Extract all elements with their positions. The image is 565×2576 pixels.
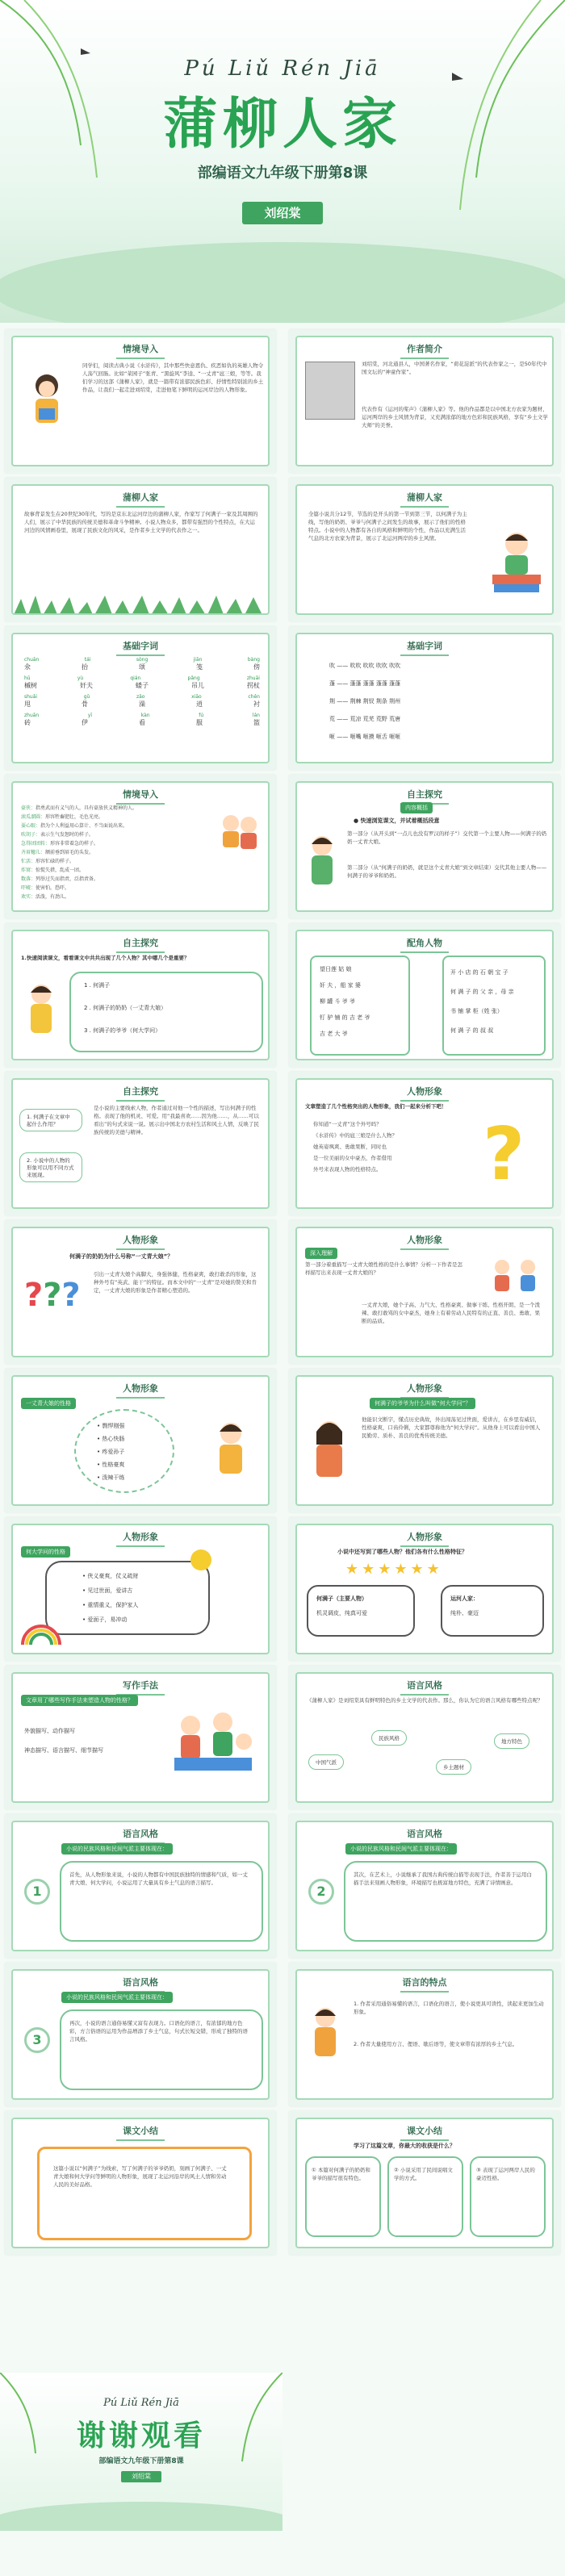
term: 吹胡子： xyxy=(21,832,41,838)
question-marks-icon: ??? xyxy=(24,1277,81,1314)
slide-style-2 xyxy=(5,1814,276,1958)
definition: 列举过失而指责，泛指责备。 xyxy=(36,876,99,882)
pinyin: zhuāi xyxy=(246,675,260,681)
question: 1.快速阅读课文，看看课文中共共出现了几个人物？其中哪几个是重要？ xyxy=(21,955,190,961)
hero-title: 蒲柳人家 xyxy=(162,93,402,157)
line: 外号来表现人物的性格特点。 xyxy=(313,1166,382,1173)
girl-icon xyxy=(302,831,342,896)
pinyin: kàn xyxy=(140,713,150,718)
slide-writing xyxy=(5,1666,276,1809)
pinyin: zǎo xyxy=(136,694,145,700)
trait-bar: 何大学问的性格 xyxy=(21,1546,70,1558)
slide-words xyxy=(5,775,276,918)
slide-author xyxy=(289,329,560,473)
pinyin: sòng xyxy=(136,657,149,663)
question: 第一部分着重描写一丈青大娘性格的是什么事情？分析一下作者是怎样描写出来表现一丈青大娘的？ xyxy=(305,1261,462,1276)
bubble: 1. 何满子在文章中起什么作用？ xyxy=(19,1109,82,1131)
slide-title: 作者简介 xyxy=(297,342,552,359)
term: 滚瓜溜圆： xyxy=(21,814,46,820)
vocab-line: 吹 —— 吹吹 吹吹 吹吹 吹吹 xyxy=(329,663,401,669)
character: 开 小 店 的 石 朝 宝 子 xyxy=(450,969,508,976)
slide-title: 情境导入 xyxy=(13,342,268,359)
rainbow-icon xyxy=(21,1624,61,1645)
slide-character-2 xyxy=(5,1220,276,1364)
term: 吓唬： xyxy=(21,885,36,891)
trait: • 热心快肠 xyxy=(97,1436,125,1442)
slide-explore-2 xyxy=(5,1072,276,1215)
explore-text: 是小说的主要线索人物，作者通过对他一个性的描述，写出何满子的性格。表现了他的机灵、可爱。用“我最喜欢……因为他……，从……可以看出”的句式来说一说。展示出中国北方农村生活和风土人情，反映了民族传统的美德与精神。 xyxy=(94,1105,259,1135)
section-bar: 小说的民族风格和民间气派主要体现在： xyxy=(61,1992,173,2003)
section-bar: 小说的民族风格和民间气派主要体现在： xyxy=(61,1843,173,1855)
content-bar: 内容概括 xyxy=(400,802,433,813)
girl-icon xyxy=(207,1417,255,1482)
character-name: 运河人家： xyxy=(450,1595,479,1602)
slide-summary-content xyxy=(289,775,560,918)
feature: 1. 作者采用通俗易懂的语言，口语化的语言，使小说更具可读性，读起来更加生动形象。 xyxy=(354,2001,544,2015)
trait-bar: 一丈青大娘的性格 xyxy=(21,1398,76,1409)
slide-title: 人物形象 xyxy=(297,1530,552,1547)
word: 看 xyxy=(139,719,145,726)
word: 篮 xyxy=(253,719,260,726)
pinyin: hū xyxy=(24,675,31,681)
word: 甩 xyxy=(24,700,31,708)
slide-character-5 xyxy=(289,1369,560,1512)
ending-title: 谢谢观看 xyxy=(76,2419,206,2453)
feature: 2. 作者大量使用方言、俚语、歇后语等，使文章带有浓厚的乡土气息。 xyxy=(354,2041,518,2047)
term: 齐眉穗儿： xyxy=(21,850,46,855)
answer: ① 本篇对何满子的奶奶和爷爷的描写很有特色。 xyxy=(312,2167,370,2181)
kids-playing-icon xyxy=(488,1256,544,1296)
author-bio: 刘绍棠，河北通县人，中国著名作家，“荷花淀派”的代表作家之一，是50年代中国文坛的“神童作家”。 xyxy=(362,361,547,375)
style-bubble: 乡土题材 xyxy=(436,1759,471,1775)
trait: • 侠义豪爽，仗义疏财 xyxy=(82,1573,139,1579)
trait: • 见过世面，爱讲古 xyxy=(82,1587,133,1594)
line: 她英姿飒爽、勇敢果断，同时也 xyxy=(313,1144,387,1150)
pinyin: chěn xyxy=(248,694,260,700)
word: 颂 xyxy=(139,663,145,671)
trait: • 爱面子，易冲动 xyxy=(82,1616,128,1623)
slide-title: 人物形象 xyxy=(13,1382,268,1399)
slide-title: 语言的特点 xyxy=(297,1976,552,1993)
slide-story-1 xyxy=(5,478,276,621)
pinyin: yī xyxy=(87,713,93,718)
word: 澡 xyxy=(139,700,145,708)
style-text: 其次，在艺术上，小说继承了我国古典传统白描等表现手法，作者善于运用白描手法来刻画人物形象，环境描写也极富地方特色，充满了诗情画意。 xyxy=(354,1871,532,1886)
character-name: 何满子（主要人物） xyxy=(316,1595,367,1602)
summary-text: 这篇小说以“何满子”为线索，写了何满子的爷爷奶奶，刻画了何满子、一丈青大娘和何大学问等鲜明的人物形象，展现了北运河沿岸的风土人情和劳动人民的美好品格。 xyxy=(53,2165,227,2188)
character: 柳 罐 斗 爷 爷 xyxy=(320,998,355,1005)
question: 文章塑造了几个性格突出的人物形象，我们一起来分析下吧！ xyxy=(305,1103,447,1110)
character: 何 满 子 的 叔 叔 xyxy=(450,1027,494,1034)
term: 数落： xyxy=(21,876,36,882)
word: 衬 xyxy=(253,700,260,708)
style-text: 首先，从人物形象来说，小说的人物都有中国民族独特的情感和气质，如一丈青大娘、何大学问，小说运用了大量具有乡土气息的语言描写。 xyxy=(69,1871,248,1886)
slide-title: 人物形象 xyxy=(13,1530,268,1547)
slide-title: 蒲柳人家 xyxy=(297,491,552,508)
definition: 形容忙碌的样子。 xyxy=(36,859,75,864)
pinyin: shuǎi xyxy=(24,694,38,700)
slide-title: 配角人物 xyxy=(297,936,552,953)
question-bar: 何满子的爷爷为什么叫做“何大学问”？ xyxy=(370,1398,475,1409)
term: 欢实： xyxy=(21,894,36,900)
intro-text: 同学们，阅读古典小说《水浒传》，其中那些快意恩仇、疾恶如仇的英雄人物令人荡气回肠。比如“菜园子”张青、“黑旋风”李逵、“一丈青”扈三娘，等等。我们学习的这部《蒲柳人家》，就是一篇带有浓郁民族色彩、抒情性特别浓的乡土作品，让我们一起走进刘绍棠，走进他笔下鲜明的运河岸边的人物形象。 xyxy=(82,362,264,393)
definition: 形容牲畜肥壮，毛色光亮。 xyxy=(45,814,104,820)
stars-icon: ★★★★★★ xyxy=(345,1561,443,1578)
term: 炸窝： xyxy=(21,868,36,873)
slide-title: 人物形象 xyxy=(297,1382,552,1399)
ending-author: 刘绍棠 xyxy=(121,2471,161,2482)
hero-subtitle: 部编语文九年级下册第8课 xyxy=(197,165,368,182)
ending-subtitle: 部编语文九年级下册第8课 xyxy=(98,2457,184,2465)
style-bubble: 民族风格 xyxy=(371,1730,407,1746)
slide-title: 蒲柳人家 xyxy=(13,491,268,508)
pinyin: qián xyxy=(130,675,141,681)
section-bar: 小说的民族风格和民间气派主要体现在： xyxy=(345,1843,457,1855)
slide-title: 自主探究 xyxy=(13,936,268,953)
explanation: 他能识文断字，懂点历史典故，外出闯荡见过世面，爱讲古，在乡里有威信，性格豪爽，口齿伶俐，大家都尊称他为“何大学问”。从他身上可以看出中国人民勤劳、质朴、善良的优秀传统美德。 xyxy=(362,1416,541,1439)
part-1: 第一部分（从开头到“一点儿也没有罗汉的样子”）交代第一个主要人物——何满子的奶奶一丈青大娘。 xyxy=(347,830,547,845)
word: 吊儿 xyxy=(191,682,204,689)
answer-item: 2 . 何满子的奶奶（一丈青大娘） xyxy=(84,1005,167,1011)
character: 书 铺 掌 柜（姓 张） xyxy=(450,1008,503,1014)
word: 奸夫 xyxy=(80,682,93,689)
slide-title: 基础字词 xyxy=(297,639,552,656)
term: 急得团团转： xyxy=(21,841,51,847)
style-bubble: 中国气派 xyxy=(308,1754,344,1770)
trait: • 泼辣干练 xyxy=(97,1474,125,1481)
number-badge: 1 xyxy=(24,1879,50,1905)
word: 砖 xyxy=(24,719,31,726)
word: 骨 xyxy=(82,700,88,708)
slide-style-3 xyxy=(289,1814,560,1958)
slide-title: 人物形象 xyxy=(297,1233,552,1250)
pinyin: yù xyxy=(77,675,84,681)
answer-item: 3 . 何满子的爷爷（何大学问） xyxy=(84,1027,161,1034)
question: 何满子的奶奶为什么号称“一丈青大娘”？ xyxy=(69,1253,174,1260)
slide-vocab-2 xyxy=(289,626,560,770)
trait: • 剽悍刚强 xyxy=(97,1423,125,1429)
slide-character-4 xyxy=(5,1369,276,1512)
trait: • 重情重义，保护家人 xyxy=(82,1602,139,1608)
woman-icon xyxy=(305,1417,354,1490)
slide-title: 情境导入 xyxy=(13,788,268,805)
slide-language xyxy=(289,1963,560,2106)
pinyin: fú xyxy=(199,713,204,718)
slide-character-1 xyxy=(289,1072,560,1215)
slide-story-2 xyxy=(289,478,560,621)
deep-bar: 深入理解 xyxy=(305,1248,337,1259)
slide-title: 课文小结 xyxy=(297,2124,552,2141)
definition: 指为个人利益用心算计、不当面说出来。 xyxy=(40,823,128,829)
slide-title: 课文小结 xyxy=(13,2124,268,2141)
grass-icon xyxy=(13,596,270,615)
character: 奸 夫 ，船 家 婆 xyxy=(320,982,361,989)
question-bar: 文章用了哪些写作手法来塑造人物的性格？ xyxy=(21,1695,138,1706)
pinyin: zhuān xyxy=(24,713,40,718)
question: 学习了这篇文章，你最大的收获是什么？ xyxy=(354,2143,455,2149)
term: 忙活： xyxy=(21,859,36,864)
answer: ③ 表现了运河两岸人民的豪迈性格。 xyxy=(476,2167,535,2181)
word: 服 xyxy=(196,719,203,726)
slide-title: 人物形象 xyxy=(13,1233,268,1250)
character-desc: 机灵调皮，纯真可爱 xyxy=(316,1610,367,1616)
slide-intro xyxy=(5,329,276,473)
slide-summary-1 xyxy=(5,2111,276,2255)
question: ● 快速浏览课文，并试着概括段意 xyxy=(354,818,440,824)
slide-style-4 xyxy=(5,1963,276,2106)
line: 《水浒传》中的扈三娘是什么人物？ xyxy=(313,1132,397,1139)
question-mark-icon: ? xyxy=(483,1112,525,1197)
slide-title: 语言风格 xyxy=(13,1827,268,1844)
question: 《蒲柳人家》是刘绍棠具有鲜明特色的乡土文学的代表作。那么，你认为它的语言风格有哪些特点呢？ xyxy=(307,1697,543,1704)
reading-boy-icon xyxy=(484,526,549,599)
vocab-line: 荆 —— 荆棘 荆钗 荆条 荆州 xyxy=(329,698,401,705)
term: 豪侠： xyxy=(21,805,36,811)
character-text: 引出一丈青大娘个高脚大，身强体健，性格豪爽，敢打敢杀的形象，这种外号有“英武、能干”的特征。而本文中的“一丈青”是对她的赞美和肯定，一丈青大娘的形象是作者精心塑造的。 xyxy=(94,1271,257,1294)
slide-style-1 xyxy=(289,1666,560,1809)
kids-icon xyxy=(215,807,263,855)
definition: 形容非常着急的样子。 xyxy=(50,841,99,847)
kids-reading-icon xyxy=(166,1709,263,1790)
slide-explore-1 xyxy=(5,923,276,1067)
answer-item: 1 . 何满子 xyxy=(84,982,111,989)
summary-frame xyxy=(37,2147,252,2240)
pinyin: gǔ xyxy=(83,694,90,700)
slide-character-6 xyxy=(5,1517,276,1661)
word: 蝼子 xyxy=(136,682,149,689)
bubble: 2. 小说中的人物的形象可以用不同方式来展现。 xyxy=(19,1152,82,1182)
girl-thinking-icon xyxy=(21,980,61,1044)
slide-title: 语言风格 xyxy=(13,1976,268,1993)
pinyin: jiān xyxy=(193,657,203,663)
definition: 活泼，有劲儿。 xyxy=(36,894,70,900)
word-list xyxy=(21,804,207,901)
answer: ② 小说采用了民间说唱文学的方式。 xyxy=(394,2167,453,2181)
style-bubble: 地方特色 xyxy=(494,1733,529,1749)
number-badge: 3 xyxy=(24,2027,50,2053)
character: 钉 驴 铺 的 吉 老 爷 xyxy=(320,1014,370,1021)
word: 傍 xyxy=(253,663,260,671)
definition: 惊慌失措，乱成一团。 xyxy=(36,868,85,873)
definition: 指勇武而有义气的人，具有豪放侠义精神的人。 xyxy=(36,805,138,811)
author-portrait xyxy=(305,362,355,420)
definition: 额前垂到眉毛的头发。 xyxy=(45,850,94,855)
author-works: 代表作有《运河的桨声》《蒲柳人家》等。他的作品都是以中国北方农家为题材，运河两岸的乡土风情为背景，又充满浓郁的地方色彩和民族风格，享有“乡土文学大师”的美誉。 xyxy=(362,406,548,429)
pinyin: xiāo xyxy=(191,694,202,700)
girl-reading-icon xyxy=(23,370,71,434)
vocab-line: 咂 —— 咂嘴 咂摸 咂舌 咂咂 xyxy=(329,734,401,740)
hero-pinyin: Pú Liǔ Rén Jiā xyxy=(184,56,381,81)
vocab-grid xyxy=(24,657,260,727)
pinyin: chuān xyxy=(24,657,40,663)
analysis: 一丈青大娘，她个子高、力气大、性格豪爽、做事干练、性格开朗、是一个泼辣、敢打敢骂的女中豪杰，她身上有着劳动人民特有的正直、善良、勇敢、果断的品质。 xyxy=(362,1302,540,1324)
slide-vocab-1 xyxy=(5,626,276,770)
character: 望日莲 姑 娘 xyxy=(320,966,352,972)
question: 小说中还写到了哪些人物？他们各有什么性格特征？ xyxy=(337,1549,467,1555)
pinyin: lán xyxy=(252,713,260,718)
word: 拐杖 xyxy=(247,682,260,689)
word: 逍 xyxy=(196,700,203,708)
definition: 使害怕，恐吓。 xyxy=(36,885,70,891)
method: 神态描写、语言描写、细节描写 xyxy=(24,1747,103,1754)
word: 槭树 xyxy=(24,682,37,689)
slide-title: 语言风格 xyxy=(297,1679,552,1696)
slide-title: 写作手法 xyxy=(13,1679,268,1696)
slide-supporting xyxy=(289,923,560,1067)
slide-title: 语言风格 xyxy=(297,1827,552,1844)
term: 耍心眼： xyxy=(21,823,41,829)
character: 何 满 子 的 父 亲 ，母 亲 xyxy=(450,989,514,995)
word: 伊 xyxy=(82,719,88,726)
vocab-line: 荒 —— 荒凉 荒芜 荒野 荒唐 xyxy=(329,716,401,722)
pinyin: bàng xyxy=(247,657,260,663)
slide-character-3 xyxy=(289,1220,560,1364)
method: 外貌描写、动作描写 xyxy=(24,1728,75,1734)
word: 抬 xyxy=(82,663,88,671)
slide-title: 自主探究 xyxy=(13,1085,268,1102)
hero-author: 刘绍棠 xyxy=(242,202,323,224)
title-slide xyxy=(0,0,565,323)
slide-title: 自主探究 xyxy=(297,788,552,805)
character: 吉 老 大 爷 xyxy=(320,1031,348,1037)
slide-title: 人物形象 xyxy=(297,1085,552,1102)
slide-character-7 xyxy=(289,1517,560,1661)
word: 氽 xyxy=(24,663,31,671)
story-text: 全篇小说共分12节，节选的是开头的第一节到第三节，以何满子为主线，写他的奶奶、爷爷与何满子之间发生的故事，展示了他们的性格特点。小说中的人物都有各自的风格和鲜明的个性，作品以充满生活气息的北方农家为背景，展示了北运河两岸的乡土风情。 xyxy=(308,511,467,542)
story-text: 故事背景发生在20世纪30年代，写的是京东北运河岸边的蒲柳人家，作家写了何满子一家及其周围的人们，展示了中华民族的传统美德和革命斗争精神。小说人物众多，都带有强烈的个性特点，在大运河边的风情画卷里，展现了民族文化的风采，是作者乡土文学的代表作之一。 xyxy=(24,511,258,533)
sun-icon xyxy=(190,1549,211,1570)
style-text: 再次，小说的语言通俗易懂又富有表现力。口语化的语言，有浓郁的地方色彩，方言俗语的运用为作品增添了乡土气息，句式长短交错，形成了独特的语言风格。 xyxy=(69,2020,248,2043)
number-badge: 2 xyxy=(308,1879,334,1905)
character-desc: 纯朴、豪迈 xyxy=(450,1610,479,1616)
word: 笺 xyxy=(196,663,203,671)
pinyin: pǎng xyxy=(187,675,200,681)
child-icon xyxy=(305,2003,345,2076)
part-2: 第二部分（从“何满子的奶奶，就是这个丈青大娘”到文章结束）交代其他主要人物——何满子的爷爷和奶奶。 xyxy=(347,864,547,879)
trait: • 性格豪爽 xyxy=(97,1462,125,1468)
ending-slide xyxy=(0,2373,282,2531)
line: 你知道“一丈青”这个外号吗？ xyxy=(313,1121,382,1127)
vocab-line: 蓬 —— 蓬蓬 蓬蓬 蓬蓬 蓬蓬 xyxy=(329,680,401,687)
ending-pinyin: Pú Liǔ Rén Jiā xyxy=(103,2397,179,2409)
slide-summary-2 xyxy=(289,2111,560,2255)
slide-title: 基础字词 xyxy=(13,639,268,656)
definition: 表示生气发怒时的样子。 xyxy=(40,832,94,838)
line: 是一位美丽的女中豪杰，作者借用 xyxy=(313,1155,392,1161)
pinyin: tái xyxy=(84,657,91,663)
trait: • 疼爱孙子 xyxy=(97,1449,125,1455)
